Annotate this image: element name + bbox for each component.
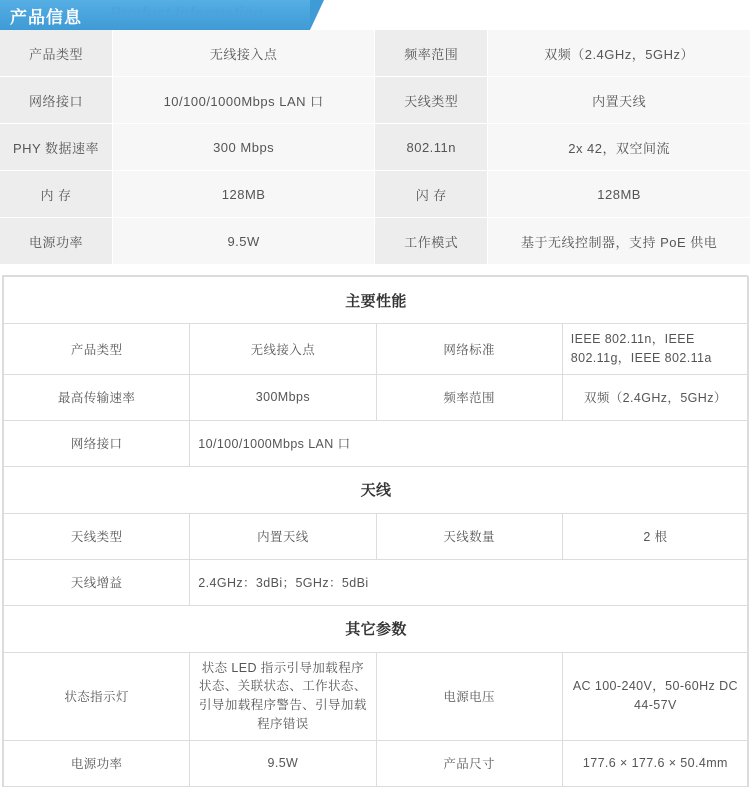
- table-row: [4, 652, 749, 740]
- table-row: [4, 420, 749, 466]
- section-title: 天线: [4, 466, 749, 513]
- spec-label: 工作模式: [375, 218, 488, 265]
- spec-label: 天线类型: [4, 513, 190, 559]
- spec-value: 2 根: [562, 513, 748, 559]
- spec-label: 频率范围: [376, 374, 562, 420]
- top-spec-table: [0, 30, 750, 265]
- table-row: [0, 77, 750, 124]
- spec-value: 128MB: [113, 171, 375, 218]
- section-title: 其它参数: [4, 605, 749, 652]
- table-row: [4, 374, 749, 420]
- spec-value: 内置天线: [488, 77, 750, 124]
- spec-value: 基于无线控制器，支持 PoE 供电: [488, 218, 750, 265]
- spec-value: IEEE 802.11n，IEEE 802.11g，IEEE 802.11a: [562, 324, 748, 375]
- table-row: [4, 513, 749, 559]
- table-row: [0, 171, 750, 218]
- spec-label: 电源功率: [0, 218, 113, 265]
- spec-label: 产品尺寸: [376, 740, 562, 786]
- spec-value: 10/100/1000Mbps LAN 口: [190, 420, 749, 466]
- spec-label: 802.11n: [375, 124, 488, 171]
- spec-value: 2.4GHz：3dBi；5GHz：5dBi: [190, 559, 749, 605]
- spec-value: 177.6 × 177.6 × 50.4mm: [562, 740, 748, 786]
- spec-label: 天线类型: [375, 77, 488, 124]
- table-row: [0, 124, 750, 171]
- table-row: [4, 324, 749, 375]
- spec-label: 电源功率: [4, 740, 190, 786]
- detail-spec-table-wrapper: [2, 275, 748, 787]
- table-row: [0, 218, 750, 265]
- spec-label: 电源电压: [376, 652, 562, 740]
- spec-label: 网络标准: [376, 324, 562, 375]
- table-divider: [0, 265, 750, 275]
- spec-value: 300 Mbps: [113, 124, 375, 171]
- section-header-row: [4, 277, 749, 324]
- spec-label: 网络接口: [0, 77, 113, 124]
- page-title-en: Product Information: [110, 5, 263, 22]
- spec-value: 9.5W: [190, 740, 376, 786]
- spec-value: AC 100-240V，50-60Hz DC 44-57V: [562, 652, 748, 740]
- spec-label: PHY 数据速率: [0, 124, 113, 171]
- spec-value: 10/100/1000Mbps LAN 口: [113, 77, 375, 124]
- spec-value: 无线接入点: [113, 30, 375, 77]
- spec-value: 双频（2.4GHz，5GHz）: [488, 30, 750, 77]
- spec-label: 网络接口: [4, 420, 190, 466]
- spec-value: 状态 LED 指示引导加载程序状态、关联状态、工作状态、引导加载程序警告、引导加载程序错误: [190, 652, 376, 740]
- detail-spec-table: [3, 276, 749, 787]
- spec-value: 2x 42，双空间流: [488, 124, 750, 171]
- spec-value: 无线接入点: [190, 324, 376, 375]
- spec-label: 天线增益: [4, 559, 190, 605]
- spec-label: 内 存: [0, 171, 113, 218]
- spec-label: 频率范围: [375, 30, 488, 77]
- spec-value: 128MB: [488, 171, 750, 218]
- spec-label: 产品类型: [0, 30, 113, 77]
- spec-value: 300Mbps: [190, 374, 376, 420]
- page-title-cn: 产品信息: [10, 8, 82, 27]
- spec-label: 最高传输速率: [4, 374, 190, 420]
- section-header-row: [4, 605, 749, 652]
- table-row: [4, 559, 749, 605]
- spec-label: 闪 存: [375, 171, 488, 218]
- spec-label: 产品类型: [4, 324, 190, 375]
- section-title: 主要性能: [4, 277, 749, 324]
- section-header-row: [4, 466, 749, 513]
- table-row: [4, 740, 749, 786]
- page-header: [0, 0, 750, 30]
- spec-value: 内置天线: [190, 513, 376, 559]
- table-row: [0, 30, 750, 77]
- spec-value: 双频（2.4GHz，5GHz）: [562, 374, 748, 420]
- spec-value: 9.5W: [113, 218, 375, 265]
- spec-label: 状态指示灯: [4, 652, 190, 740]
- spec-label: 天线数量: [376, 513, 562, 559]
